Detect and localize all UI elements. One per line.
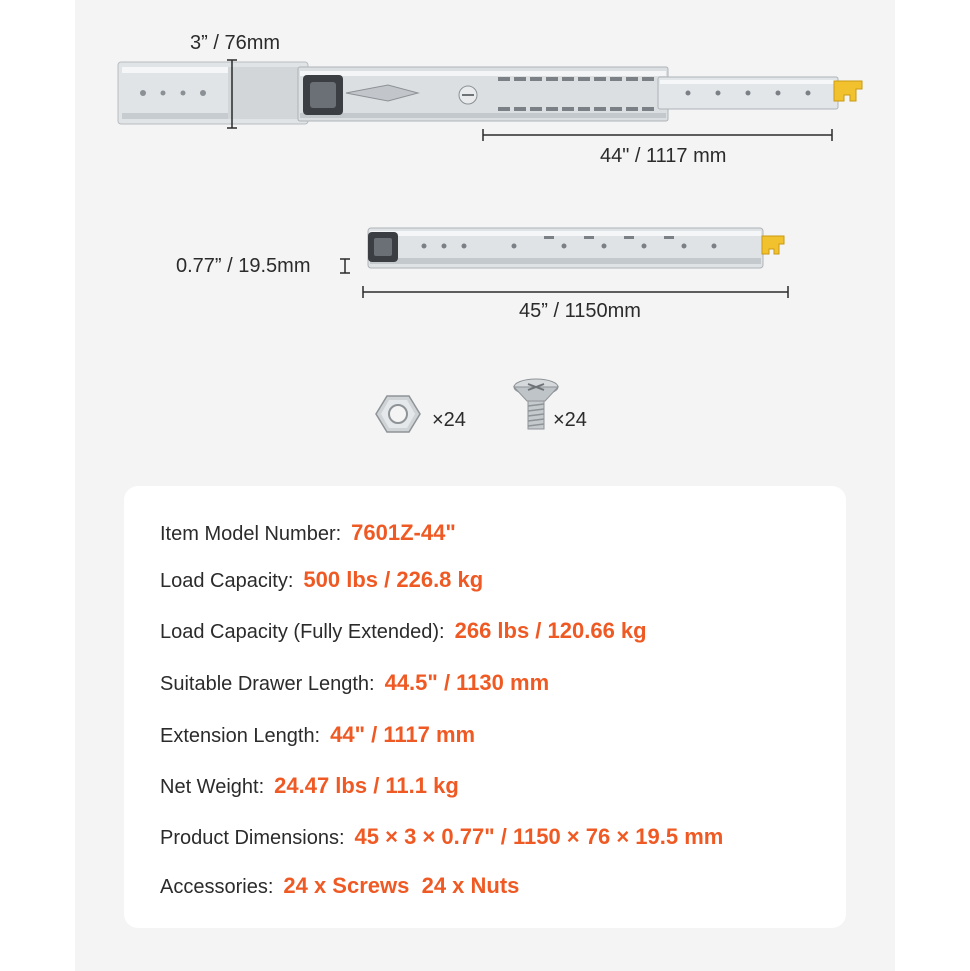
- spec-value: 7601Z-44": [351, 520, 456, 545]
- closed-length-dimension-line: [362, 285, 792, 299]
- spec-row-load-capacity: [160, 569, 483, 591]
- spec-row-drawer-length: [160, 672, 549, 694]
- spec-value: 266 lbs / 120.66 kg: [454, 618, 647, 643]
- spec-label: Load Capacity:: [160, 570, 294, 592]
- spec-value: 44.5" / 1130 mm: [384, 670, 550, 695]
- closed-length-label: 45” / 1150mm: [519, 300, 641, 322]
- rail-thickness-label: 0.77” / 19.5mm: [176, 255, 311, 277]
- spec-value: 24.47 lbs / 11.1 kg: [274, 773, 459, 798]
- spec-row-extension-length: [160, 724, 475, 746]
- spec-label: Load Capacity (Fully Extended):: [160, 621, 445, 643]
- spec-value: 24 x Screws 24 x Nuts: [283, 873, 520, 898]
- height-dimension-line: [226, 58, 238, 130]
- spec-value: 500 lbs / 226.8 kg: [303, 567, 484, 592]
- spec-row-load-capacity-extended: [160, 620, 647, 642]
- spec-label: Product Dimensions:: [160, 827, 345, 849]
- spec-row-model-number: [160, 522, 456, 544]
- spec-row-accessories: [160, 875, 519, 897]
- spec-row-net-weight: [160, 775, 459, 797]
- extension-dimension-line: [482, 128, 834, 142]
- spec-value: 45 × 3 × 0.77" / 1150 × 76 × 19.5 mm: [354, 824, 724, 849]
- spec-label: Item Model Number:: [160, 523, 342, 545]
- spec-label: Net Weight:: [160, 776, 265, 798]
- thickness-dimension-mark: [338, 257, 352, 275]
- nut-count: ×24: [432, 409, 466, 431]
- spec-value: 44" / 1117 mm: [330, 722, 476, 747]
- rail-height-label: 3” / 76mm: [190, 32, 281, 54]
- extension-length-label: 44" / 1117 mm: [600, 145, 727, 167]
- hex-nut-icon: [375, 394, 421, 434]
- screw-count: ×24: [553, 409, 587, 431]
- spec-row-product-dimensions: [160, 826, 723, 848]
- closed-rail-image: [364, 224, 794, 274]
- spec-label: Accessories:: [160, 876, 274, 898]
- spec-label: Extension Length:: [160, 725, 321, 747]
- spec-card: [124, 486, 846, 928]
- spec-label: Suitable Drawer Length:: [160, 673, 375, 695]
